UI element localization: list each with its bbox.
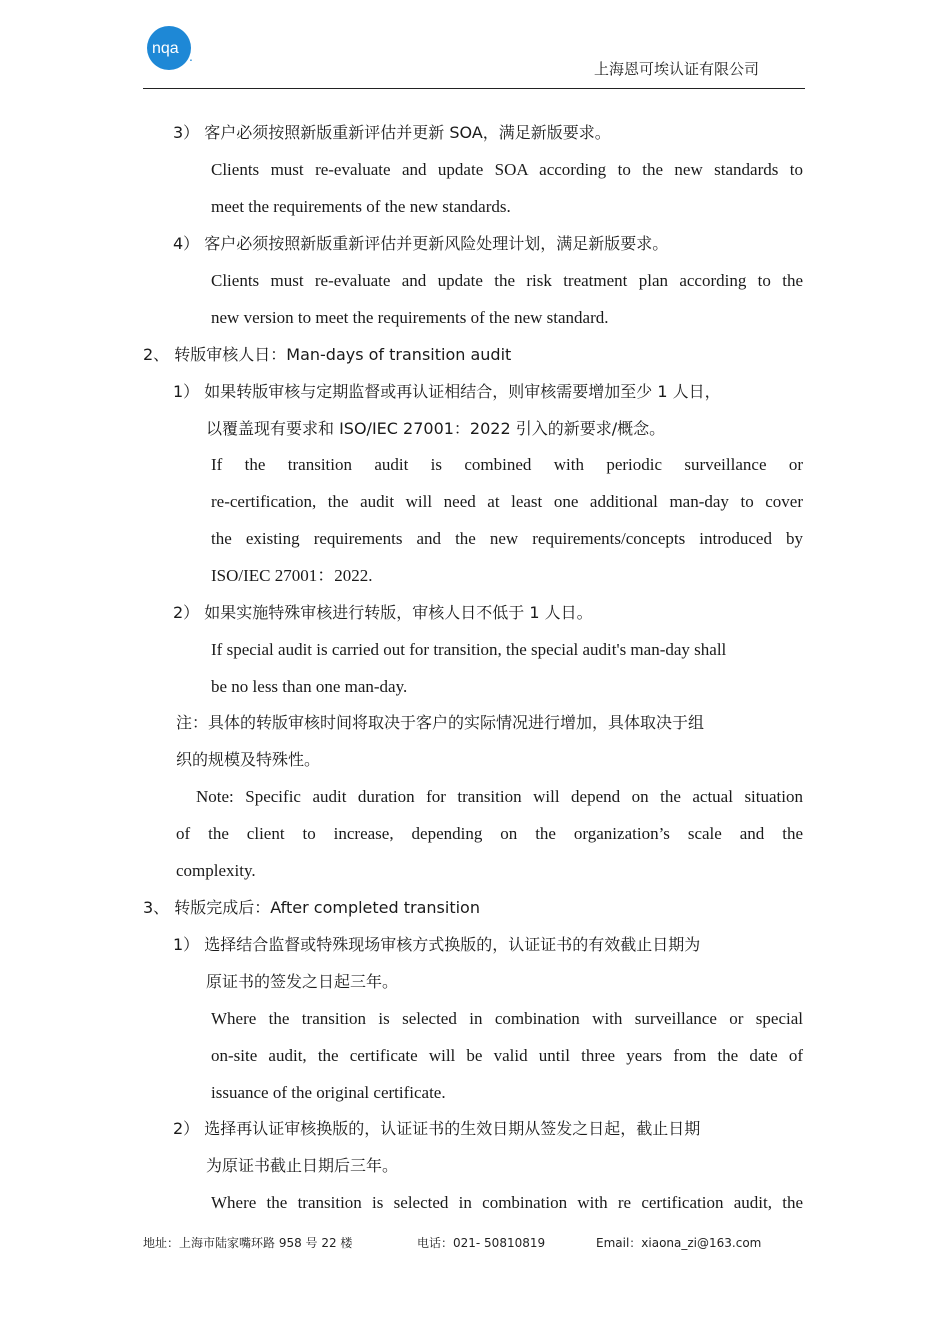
section-3-item-1-cn-1: 1） 选择结合监督或特殊现场审核方式换版的，认证证书的有效截止日期为: [173, 935, 701, 954]
section-2-item-2-en-1: If special audit is carried out for transition, the special audit's man-day shall: [211, 640, 727, 659]
footer-email: Email：xiaona_zi@163.com: [596, 1236, 762, 1250]
logo-dot: .: [189, 48, 193, 64]
section-3-item-2-cn-2: 为原证书截止日期后三年。: [206, 1156, 399, 1175]
header-divider: [143, 88, 805, 89]
section-3-item-2-en-1: Where the transition is selected in combination with re certification audit, the: [211, 1193, 803, 1212]
section-2-item-1-en-2: re-certification, the audit will need at least one additional man-day to cover: [211, 492, 803, 511]
section-3-item-1-en-1: Where the transition is selected in combination with surveillance or special: [211, 1009, 803, 1028]
section-3-item-2-cn-1: 2） 选择再认证审核换版的，认证证书的生效日期从签发之日起，截止日期: [173, 1119, 701, 1138]
section-3-item-1-en-3: issuance of the original certificate.: [211, 1083, 446, 1102]
item-3-soa-cn: 3） 客户必须按照新版重新评估并更新 SOA，满足新版要求。: [173, 123, 611, 142]
logo-text: nqa: [152, 40, 179, 57]
section-2-item-1-en-1: If the transition audit is combined with periodic surveillance or: [211, 455, 803, 474]
note-en-3: complexity.: [176, 861, 256, 880]
section-2-item-2-en-2: be no less than one man-day.: [211, 677, 408, 696]
item-3-soa-en-2: meet the requirements of the new standards.: [211, 197, 511, 216]
section-2-item-2-cn: 2） 如果实施特殊审核进行转版，审核人日不低于 1 人日。: [173, 603, 593, 622]
section-3-item-1-cn-2: 原证书的签发之日起三年。: [206, 972, 399, 991]
section-2-item-1-cn-2: 以覆盖现有要求和 ISO/IEC 27001：2022 引入的新要求/概念。: [206, 419, 666, 438]
item-4-risk-en-2: new version to meet the requirements of the new standard.: [211, 308, 609, 327]
section-2-item-1-en-3: the existing requirements and the new requirements/concepts introduced by: [211, 529, 803, 548]
item-3-soa-en-1: Clients must re-evaluate and update SOA according to the new standards to: [211, 160, 803, 179]
section-3-item-1-en-2: on-site audit, the certificate will be valid until three years from the date of: [211, 1046, 803, 1065]
section-2-heading: 2、 转版审核人日：Man-days of transition audit: [143, 345, 512, 364]
note-en-2: of the client to increase, depending on the organization’s scale and the: [176, 824, 803, 843]
section-2-item-1-cn-1: 1） 如果转版审核与定期监督或再认证相结合，则审核需要增加至少 1 人日，: [173, 382, 721, 401]
note-cn-1: 注：具体的转版审核时间将取决于客户的实际情况进行增加，具体取决于组: [176, 713, 705, 732]
company-name: 上海恩可埃认证有限公司: [594, 60, 760, 78]
item-4-risk-cn: 4） 客户必须按照新版重新评估并更新风险处理计划，满足新版要求。: [173, 234, 669, 253]
note-en-1: Note: Specific audit duration for transition will depend on the actual situation: [196, 787, 803, 806]
footer-phone: 电话：021- 50810819: [417, 1236, 546, 1250]
item-4-risk-en-1: Clients must re-evaluate and update the risk treatment plan according to the: [211, 271, 803, 290]
note-cn-2: 织的规模及特殊性。: [176, 750, 321, 769]
section-2-item-1-en-4: ISO/IEC 27001：2022.: [211, 566, 373, 585]
footer-address: 地址：上海市陆家嘴环路 958 号 22 楼: [143, 1236, 353, 1250]
section-3-heading: 3、 转版完成后：After completed transition: [143, 898, 480, 917]
